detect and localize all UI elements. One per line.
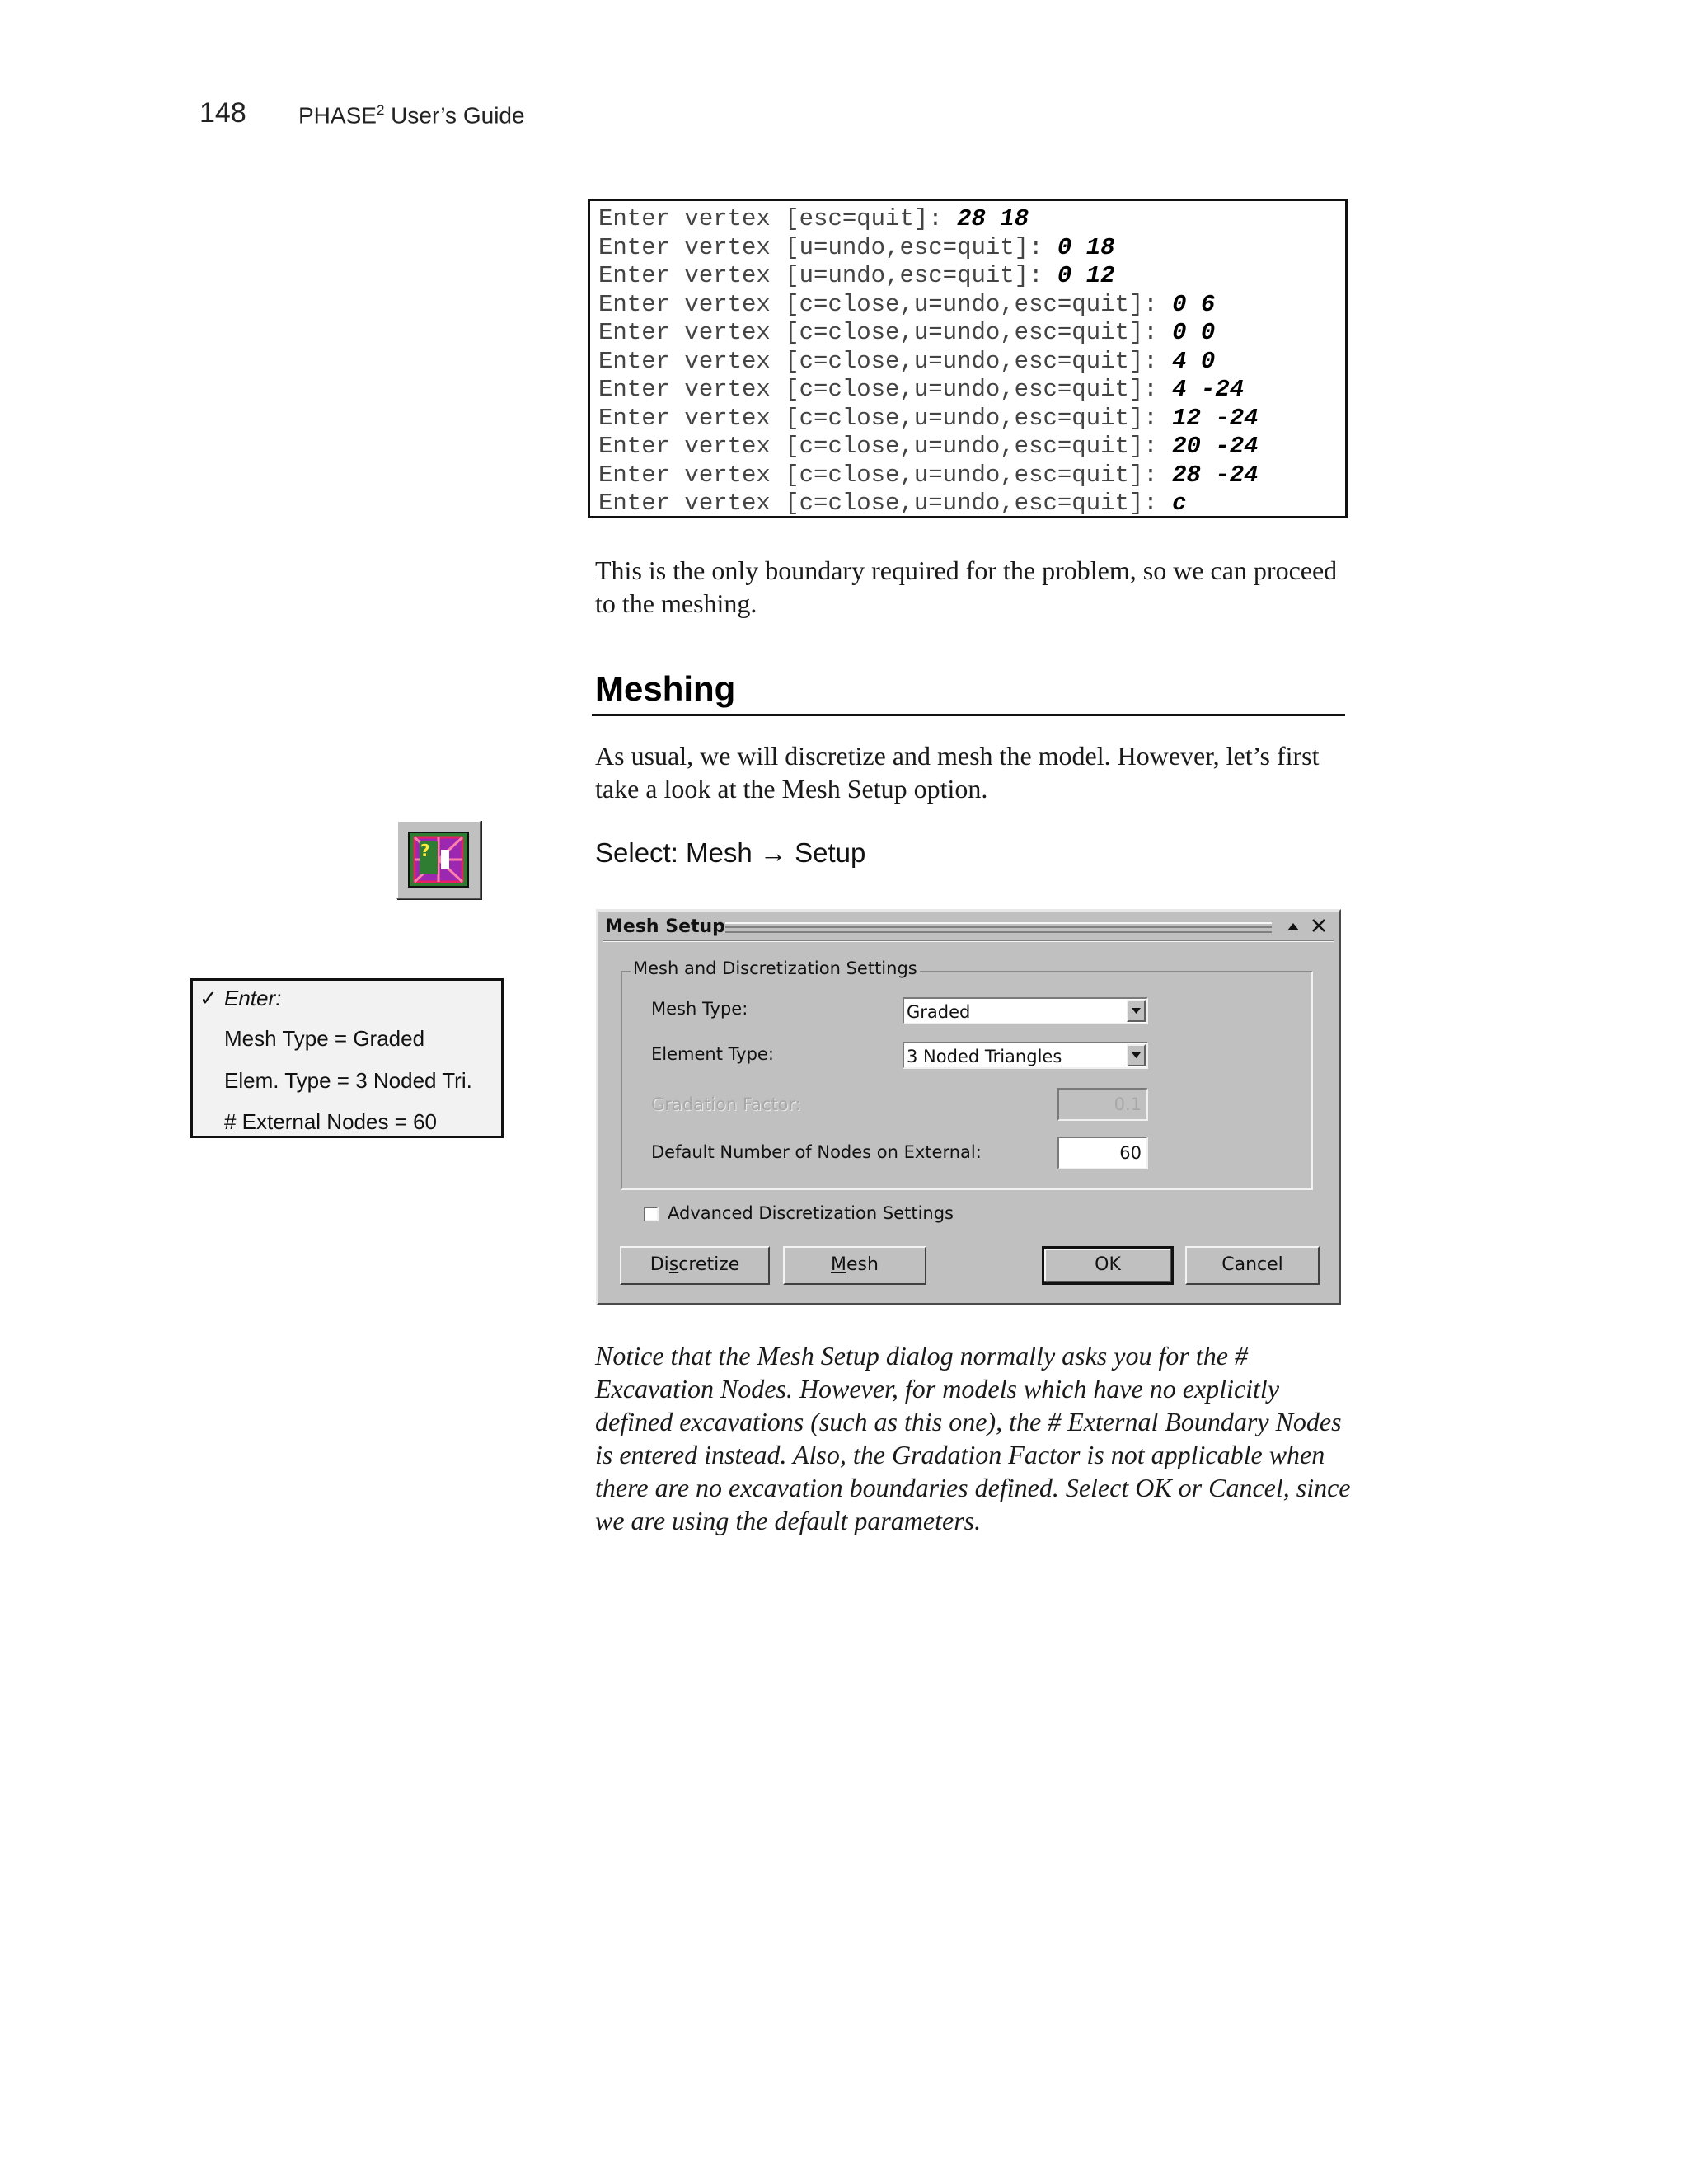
console-line [598,376,1337,405]
section-rule [592,714,1345,716]
gradation-factor-label: Gradation Factor: [651,1094,801,1114]
section-heading: Meshing [595,669,736,708]
console-prompt: Enter vertex [c=close,u=undo,esc=quit]: [598,290,1173,318]
cancel-button[interactable]: Cancel [1185,1246,1320,1285]
page-number: 148 [199,97,246,129]
select-instruction: Select: Mesh → Setup [595,837,866,868]
console-input: 4 0 [1172,347,1216,375]
mesh-setup-icon [408,832,469,888]
ok-button[interactable]: OK [1042,1246,1174,1285]
console-prompt: Enter vertex [c=close,u=undo,esc=quit]: [598,376,1173,403]
console-input: 0 12 [1057,262,1115,289]
enter-row: # External Nodes = 60 [224,1109,437,1134]
dropdown-arrow-icon [1132,1052,1141,1058]
dialog-title: Mesh Setup [605,916,725,937]
console-prompt: Enter vertex [c=close,u=undo,esc=quit]: [598,347,1173,375]
gradation-factor-field: 0.1 [1057,1088,1148,1121]
console-prompt: Enter vertex [esc=quit]: [598,205,958,232]
close-icon[interactable] [1309,916,1329,935]
console-input: 4 -24 [1172,376,1245,403]
console-line [598,405,1337,434]
mesh-type-select[interactable] [903,997,1148,1024]
mesh-type-label: Mesh Type: [651,999,748,1019]
paragraph-dialog-note: Notice that the Mesh Setup dialog normally asks you for the # Excavation Nodes. However, for models which have no explicitly defined excavations (such as this one), the # External Boundary Nodes is entered instead. Also, the Gradation Factor is not applicable when there are no excavation boundaries defined. Select OK or Cancel, since we are using the default parameters. [595,1341,1351,1535]
collapse-icon[interactable] [1284,917,1302,935]
external-nodes-field[interactable]: 60 [1057,1137,1148,1169]
mesh-mnemonic: M [831,1254,847,1275]
console-input: 0 0 [1172,319,1216,346]
console-line [598,205,1337,234]
external-nodes-label: Default Number of Nodes on External: [651,1142,982,1162]
mesh-label-post: esh [846,1254,879,1275]
console-prompt: Enter vertex [c=close,u=undo,esc=quit]: [598,433,1173,460]
mesh-button[interactable] [783,1246,926,1285]
console-prompt: Enter vertex [c=close,u=undo,esc=quit]: [598,490,1173,517]
enter-sidebar-box [190,978,504,1138]
mesh-type-dropdown-button[interactable] [1127,1000,1146,1022]
discretize-label-post: cretize [678,1254,740,1275]
element-type-select[interactable] [903,1042,1148,1069]
enter-row: Elem. Type = 3 Noded Tri. [224,1068,472,1093]
titlebar-grip [725,922,1272,933]
console-input: c [1172,490,1187,517]
titlebar-divider [603,940,1334,942]
svg-text:?: ? [420,841,430,860]
console-prompt: Enter vertex [c=close,u=undo,esc=quit]: [598,404,1173,432]
mesh-type-value: Graded [907,1002,971,1022]
checkmark-icon: ✓ [199,986,218,1010]
settings-group [621,958,1313,1190]
console-input: 0 18 [1057,233,1115,261]
running-head-suffix: User’s Guide [384,102,525,129]
console-prompt: Enter vertex [u=undo,esc=quit]: [598,233,1057,261]
enter-row: Mesh Type = Graded [224,1026,425,1051]
discretize-label-pre: Di [649,1254,669,1275]
mesh-setup-toolbar-button[interactable] [396,820,481,899]
console-input: 12 -24 [1172,404,1259,432]
running-head [298,102,525,129]
element-type-dropdown-button[interactable] [1127,1044,1146,1066]
enter-title: Enter: [224,986,282,1010]
console-prompt: Enter vertex [c=close,u=undo,esc=quit]: [598,461,1173,489]
advanced-settings-checkbox[interactable] [644,1207,659,1221]
console-prompt: Enter vertex [c=close,u=undo,esc=quit]: [598,319,1173,346]
console-line [598,433,1337,462]
paragraph-boundary-note: This is the only boundary required for the problem, so we can proceed to the meshing. [595,555,1338,618]
dialog-titlebar[interactable] [603,914,1334,940]
console-line [598,348,1337,377]
console-line [598,490,1337,518]
mesh-setup-dialog [596,909,1341,1305]
dropdown-arrow-icon [1132,1008,1141,1014]
running-head-prefix: PHASE [298,102,377,129]
console-line [598,262,1337,291]
console-prompt: Enter vertex [u=undo,esc=quit]: [598,262,1057,289]
running-head-superscript: 2 [376,102,385,118]
console-line [598,291,1337,320]
element-type-value: 3 Noded Triangles [907,1047,1062,1066]
paragraph-meshing-intro: As usual, we will discretize and mesh the model. However, let’s first take a look at the Mesh Setup option. [595,741,1320,804]
element-type-label: Element Type: [651,1044,774,1064]
console-line [598,319,1337,348]
settings-group-label: Mesh and Discretization Settings [631,958,920,978]
console-input: 0 6 [1172,290,1216,318]
discretize-button[interactable] [620,1246,770,1285]
console-input: 28 18 [957,205,1029,232]
console-input: 20 -24 [1172,433,1259,460]
console-line [598,234,1337,263]
advanced-settings-label[interactable]: Advanced Discretization Settings [668,1203,954,1223]
discretize-mnemonic: s [668,1254,679,1275]
console-listing [588,199,1348,518]
console-line [598,462,1337,490]
console-input: 28 -24 [1172,461,1259,489]
